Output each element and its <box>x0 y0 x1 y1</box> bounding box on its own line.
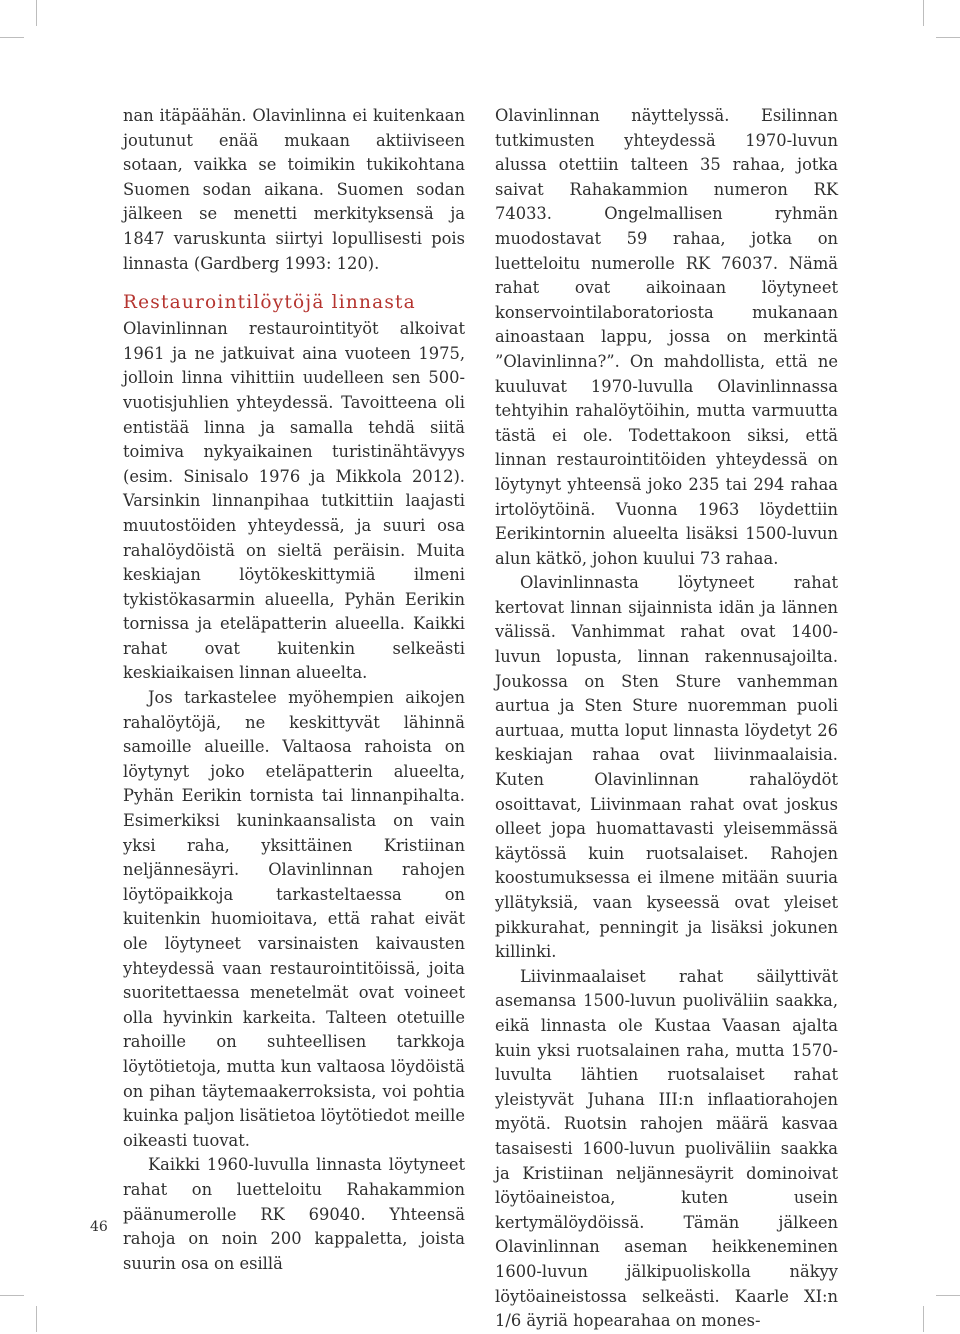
section-heading: Restaurointilöytöjä linnasta <box>123 292 416 314</box>
right-column <box>495 104 838 1334</box>
crop-mark <box>0 37 24 38</box>
paragraph: Olavinlinnan näyttelyssä. Esilinnan tutkimusten yhteydessä 1970-luvun alussa otettiin talteen 35 rahaa, jotka saivat Rahakammion numeron RK 74033. Ongelmallisen ryhmän muodostavat 59 rahaa, jotka on luetteloitu numerolle RK 76037. Nämä rahat ovat aikoinaan löytyneet konservointilaboratoriosta mukanaan ainoastaan lappu, jossa on merkintä ”Olavinlinna?”. On mahdollista, että ne kuuluvat 1970-luvulla Olavinlinnassa tehtyihin rahalöytöihin, mutta varmuutta tästä ei ole. Todettakoon siksi, että linnan restaurointitöiden yhteydessä on löytynyt yhteensä joko 235 tai 294 rahaa irtolöytöinä. Vuonna 1963 löydettiin Eerikintornin alueelta lisäksi 1500-luvun alun kätkö, johon kuului 73 rahaa. <box>495 106 838 568</box>
crop-mark <box>923 0 924 26</box>
crop-mark <box>936 37 960 38</box>
crop-mark <box>923 1306 924 1332</box>
paragraph: Olavinlinnan restaurointityöt alkoivat 1961 ja ne jatkuivat aina vuoteen 1975, jolloin linna vihittiin uudelleen sen 500-vuotisjuhlien yhteydessä. Tavoitteena oli entistää linna ja samalla tehdä siitä toimiva nykyaikainen turistinähtävyys (esim. Sinisalo 1976 ja Mikkola 2012). Varsinkin linnanpihaa tutkittiin laajasti muutostöiden yhteydessä, ja suuri osa rahalöydöistä on sieltä peräisin. Muita keskiajan löytökeskittymiä ilmeni tykistökasarmin alueella, Pyhän Eerikin tornissa ja eteläpatterin alueella. Kaikki rahat ovat kuitenkin selkeästi keskiaikaisen linnan alueelta. <box>123 319 465 683</box>
crop-mark <box>0 1295 24 1296</box>
paragraph: nan itäpäähän. Olavinlinna ei kuitenkaan joutunut enää mukaan aktiiviseen sotaan, vaikka se toimikin tukikohtana Suomen sodan aikana. Suomen sodan jälkeen se menetti merkityksensä ja 1847 varuskunta siirtyi lopullisesti pois linnasta (Gardberg 1993: 120). <box>123 106 465 273</box>
left-column <box>123 104 465 1276</box>
page-number: 46 <box>90 1219 108 1235</box>
crop-mark <box>36 1306 37 1332</box>
paragraph: Olavinlinnasta löytyneet rahat kertovat linnan sijainnista idän ja lännen välissä. Vanhimmat rahat ovat 1400-luvun lopusta, linnan rakennusajoilta. Joukossa on Sten Sture vanhemman aurtua ja Sten Sture nuoremman puoli aurtuaa, mutta loput linnasta löydetyt 26 keskiajan rahaa ovat liivinmaalaisia. Kuten Olavinlinnan rahalöydöt osoittavat, Liivinmaan rahat ovat joskus olleet jopa huomattavasti yleisemmässä käytössä kuin ruotsalaiset. Rahojen koostumuksessa ei ilmene mitään suuria yllätyksiä, vaan kyseessä ovat yleiset pikkurahat, penningit ja lisäksi jokunen killinki. <box>495 573 838 962</box>
paragraph: Jos tarkastelee myöhempien aikojen rahalöytöjä, ne keskittyvät lähinnä samoille alueille. Valtaosa rahoista on löytynyt joko eteläpatterin alueelta, Pyhän Eerikin tornista tai linnanpihalta. Esimerkiksi kuninkaansalista on vain yksi raha, yksittäinen Kristiinan neljännesäyri. Olavinlinnan rahojen löytöpaikkoja tarkasteltaessa on kuitenkin huomioitava, että rahat eivät ole löytyneet varsinaisten kaivausten yhteydessä vaan restaurointitöissä, joita suoritettaessa menetelmät ovat voineet olla hyvinkin karkeita. Talteen otetuille rahoille on suhteellisen tarkkoja löytötietoja, mutta kun valtaosa löydöistä on pihan täytemaakerroksista, voi pohtia kuinka paljon lisätietoa löytötiedot meille oikeasti tuovat. <box>123 688 465 1150</box>
crop-mark <box>936 1295 960 1296</box>
paragraph: Liivinmaalaiset rahat säilyttivät asemansa 1500-luvun puoliväliin saakka, eikä linnasta ole Kustaa Vaasan ajalta kuin yksi ruotsalainen raha, mutta 1570-luvulta lähtien ruotsalaiset rahat yleistyvät Juhana III:n inflaatiorahojen myötä. Ruotsin rahojen määrä kasvaa tasaisesti 1600-luvun puoliväliin saakka ja Kristiinan neljännesäyrit dominoivat löytöaineistoa, kuten usein kertymälöydöissä. Tämän jälkeen Olavinlinnan aseman heikkeneminen 1600-luvun jälkipuoliskolla näkyy löytöaineistossa selkeästi. Kaarle XI:n 1/6 äyriä hopearahaa on mones- <box>495 966 838 1331</box>
paragraph: Kaikki 1960-luvulla linnasta löytyneet rahat on luetteloitu Rahakammion päänumerolle RK 69040. Yhteensä rahoja on noin 200 kappaletta, joista suurin osa on esillä <box>123 1155 465 1273</box>
crop-mark <box>36 0 37 26</box>
